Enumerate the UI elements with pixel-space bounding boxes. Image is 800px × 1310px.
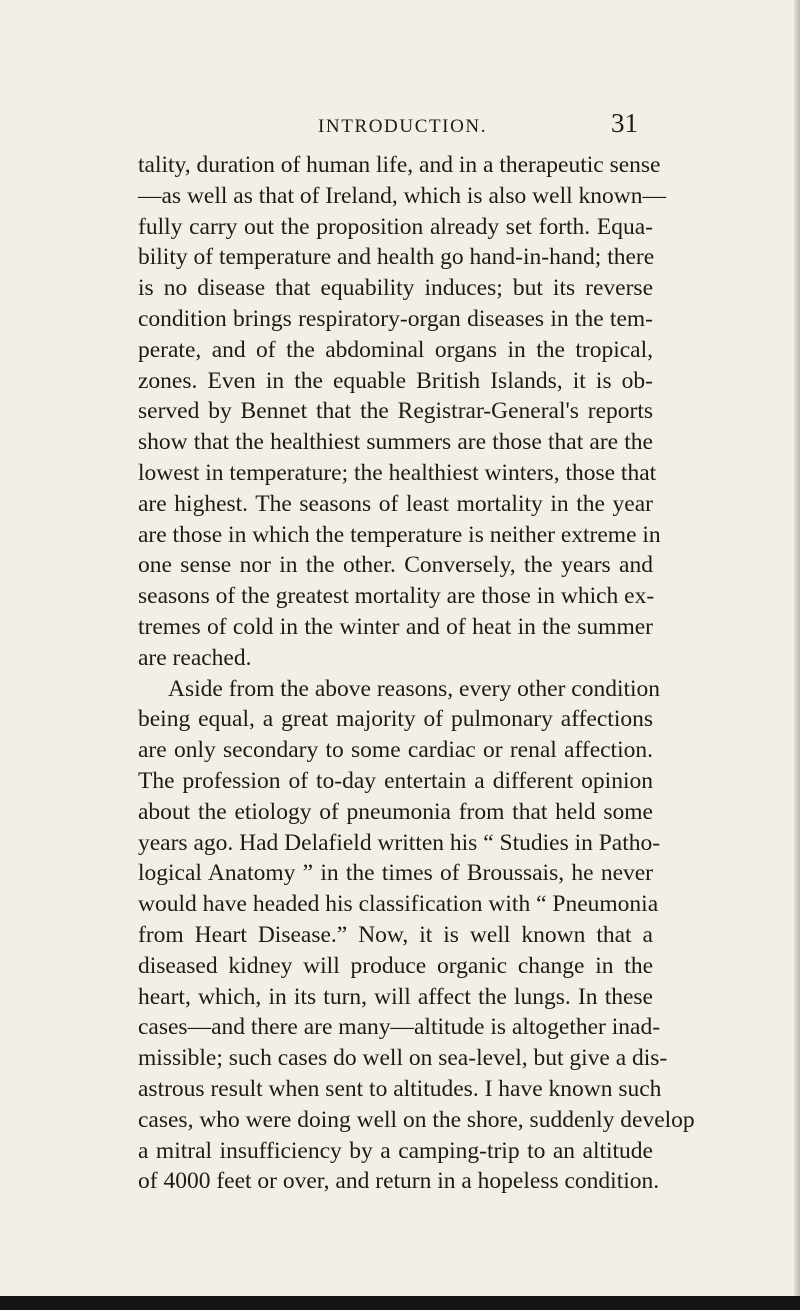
text-line: of 4000 feet or over, and return in a hopeless condition. bbox=[138, 1168, 660, 1195]
text-line: bility of temperature and health go hand-in-hand; there bbox=[138, 244, 655, 271]
text-line: from Heart Disease.” Now, it is well known that a bbox=[138, 921, 653, 948]
text-line: condition brings respiratory-organ diseases in the tem- bbox=[138, 305, 653, 332]
text-line: zones. Even in the equable British Islands, it is ob- bbox=[138, 367, 653, 394]
text-line: —as well as that of Ireland, which is also well known— bbox=[138, 182, 666, 209]
running-head-title: INTRODUCTION. bbox=[318, 116, 488, 137]
text-line: cases—and there are many—altitude is altogether inad- bbox=[138, 1014, 661, 1041]
text-line: years ago. Had Delafield written his “ Studies in Patho- bbox=[138, 829, 661, 856]
text-line: are those in which the temperature is neither extreme in bbox=[138, 521, 661, 548]
text-line: a mitral insufficiency by a camping-trip to an altitude bbox=[138, 1137, 653, 1164]
text-line: missible; such cases do well on sea-level, but give a dis- bbox=[138, 1045, 668, 1072]
text-line: fully carry out the proposition already set forth. Equa- bbox=[138, 213, 653, 240]
text-line: cases, who were doing well on the shore, suddenly develop bbox=[138, 1106, 695, 1133]
text-line: would have headed his classification with “ Pneumonia bbox=[138, 891, 659, 918]
page-bottom-edge bbox=[0, 1296, 800, 1310]
text-line: Aside from the above reasons, every other condition bbox=[168, 675, 661, 702]
text-line: show that the healthiest summers are those that are the bbox=[138, 429, 653, 456]
text-line: perate, and of the abdominal organs in the tropical, bbox=[138, 336, 653, 363]
paragraph-2 bbox=[138, 674, 695, 1198]
paragraph-1 bbox=[138, 150, 666, 674]
text-line: heart, which, in its turn, will affect the lungs. In these bbox=[138, 983, 653, 1010]
text-line: logical Anatomy ” in the times of Broussais, he never bbox=[138, 860, 653, 887]
text-line: The profession of to-day entertain a different opinion bbox=[138, 767, 653, 794]
text-line: astrous result when sent to altitudes. I have known such bbox=[138, 1075, 662, 1102]
text-line: about the etiology of pneumonia from that held some bbox=[138, 798, 653, 825]
text-line: are highest. The seasons of least mortality in the year bbox=[138, 490, 653, 517]
text-line: diseased kidney will produce organic change in the bbox=[138, 952, 653, 979]
text-line: are reached. bbox=[138, 644, 252, 671]
text-line: served by Bennet that the Registrar-General's reports bbox=[138, 398, 653, 425]
text-line: seasons of the greatest mortality are those in which ex- bbox=[138, 583, 655, 610]
text-line: one sense nor in the other. Conversely, the years and bbox=[138, 552, 653, 579]
text-line: is no disease that equability induces; but its reverse bbox=[138, 275, 653, 302]
body-text bbox=[138, 150, 695, 1197]
page-number: 31 bbox=[611, 108, 638, 138]
running-head bbox=[0, 108, 800, 148]
text-line: are only secondary to some cardiac or renal affection. bbox=[138, 737, 653, 764]
text-line: tremes of cold in the winter and of heat in the summer bbox=[138, 613, 653, 640]
text-line: lowest in temperature; the healthiest winters, those that bbox=[138, 459, 657, 486]
text-line: tality, duration of human life, and in a therapeutic sense bbox=[138, 152, 661, 178]
text-line: being equal, a great majority of pulmonary affections bbox=[138, 706, 653, 733]
page-right-edge bbox=[794, 0, 800, 1310]
